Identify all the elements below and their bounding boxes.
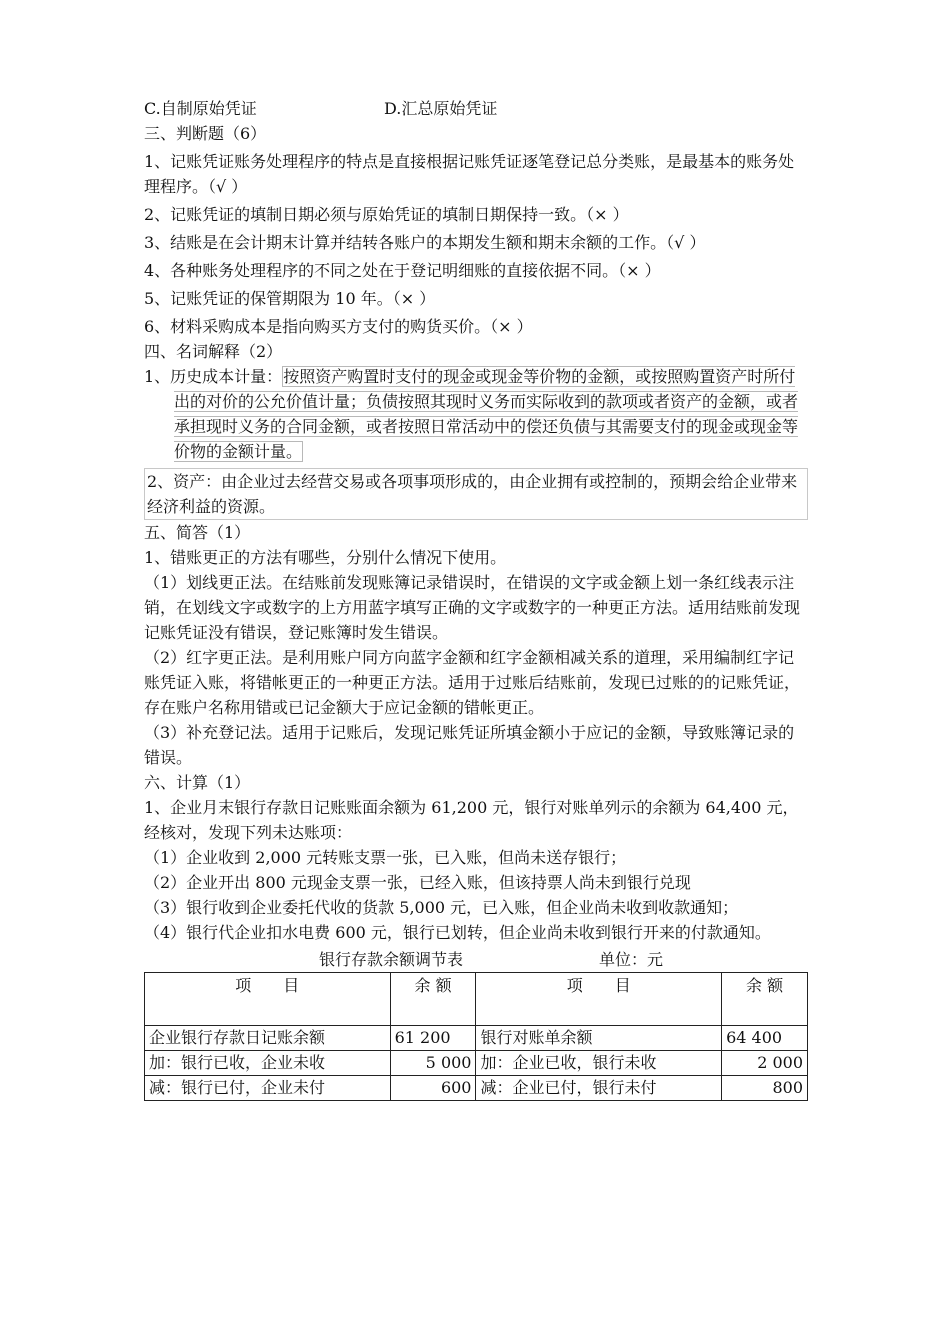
header-cell: 项 目 xyxy=(145,973,391,1026)
judge-item-2: 2、记账凭证的填制日期必须与原始凭证的填制日期保持一致。（× ） xyxy=(144,205,629,224)
table-cell: 银行对账单余额 xyxy=(476,1026,722,1051)
table-cell: 61 200 xyxy=(390,1026,476,1051)
table-row xyxy=(145,1026,808,1051)
table-cell: 加：银行已收，企业未收 xyxy=(145,1051,391,1076)
section6-title: 六、计算（1） xyxy=(144,773,251,792)
table-cell: 5 000 xyxy=(390,1051,476,1076)
table-cell: 企业银行存款日记账余额 xyxy=(145,1026,391,1051)
table-cell: 800 xyxy=(722,1076,808,1101)
table-cell: 减：企业已付，银行未付 xyxy=(476,1076,722,1101)
term-1-label: 1、历史成本计量： xyxy=(144,367,283,386)
document-page xyxy=(144,96,808,1101)
table-cell: 加：企业已收，银行未收 xyxy=(476,1051,722,1076)
calc-item-1: （1）企业收到 2,000 元转账支票一张，已入账，但尚未送存银行； xyxy=(144,848,627,867)
header-cell: 余 额 xyxy=(390,973,476,1026)
table-cell: 64 400 xyxy=(722,1026,808,1051)
header-cell: 项 目 xyxy=(476,973,722,1026)
term-1-text: 按照资产购置时支付的现金或现金等价物的金额，或按照购置资产时所付出的对价的公允价值计量；负债按照其现时义务而实际收到的款项或者资产的金额，或者承担现时义务的合同金额，或者按照日常活动中的偿还负债与其需要支付的现金或现金等价物的金额计量。 xyxy=(174,367,799,461)
table-cell: 减：银行已付，企业未付 xyxy=(145,1076,391,1101)
judge-item-5: 5、记账凭证的保管期限为 10 年。（× ） xyxy=(144,289,436,308)
answer-para-2: （2）红字更正法。是利用账户同方向蓝字金额和红字金额相减关系的道理，采用编制红字记账凭证入账，将错帐更正的一种更正方法。适用于过账后结账前，发现已过账的的记账凭证，存在账户名称用错或已记金额大于应记金额的错帐更正。 xyxy=(144,648,801,717)
judge-item-1: 1、记账凭证账务处理程序的特点是直接根据记账凭证逐笔登记总分类账，是最基本的账务处理程序。（√ ） xyxy=(144,152,795,196)
judge-item-3: 3、结账是在会计期末计算并结转各账户的本期发生额和期末余额的工作。（√ ） xyxy=(144,233,706,252)
answer-para-3: （3）补充登记法。适用于记账后，发现记账凭证所填金额小于应记的金额，导致账簿记录的错误。 xyxy=(144,723,795,767)
table-row xyxy=(145,1076,808,1101)
table-unit: 单位：元 xyxy=(599,950,664,969)
reconciliation-table xyxy=(144,972,808,1101)
section3-title: 三、判断题（6） xyxy=(144,124,267,143)
table-title: 银行存款余额调节表 xyxy=(319,950,464,969)
options-line xyxy=(144,96,808,121)
judge-item-4: 4、各种账务处理程序的不同之处在于登记明细账的直接依据不同。（× ） xyxy=(144,261,661,280)
option-d: D.汇总原始凭证 xyxy=(384,99,498,118)
calc-item-4: （4）银行代企业扣水电费 600 元，银行已划转，但企业尚未收到银行开来的付款通知。 xyxy=(144,923,771,942)
calc-question: 1、企业月末银行存款日记账账面余额为 61,200 元，银行对账单列示的余额为 64,400 元，经核对，发现下列未达账项： xyxy=(144,798,799,842)
table-row xyxy=(145,1051,808,1076)
table-cell: 2 000 xyxy=(722,1051,808,1076)
judge-item-6: 6、材料采购成本是指向购买方支付的购货买价。（× ） xyxy=(144,317,533,336)
table-cell: 600 xyxy=(390,1076,476,1101)
term-2: 2、资产：由企业过去经营交易或各项事项形成的，由企业拥有或控制的，预期会给企业带来经济利益的资源。 xyxy=(144,468,808,520)
table-caption xyxy=(144,947,808,972)
term-1 xyxy=(144,364,808,464)
header-cell: 余 额 xyxy=(722,973,808,1026)
table-header-row xyxy=(145,973,808,1026)
section4-title: 四、名词解释（2） xyxy=(144,342,283,361)
calc-item-2: （2）企业开出 800 元现金支票一张，已经入账，但该持票人尚未到银行兑现 xyxy=(144,873,691,892)
section5-title: 五、简答（1） xyxy=(144,523,251,542)
section5-question: 1、错账更正的方法有哪些，分别什么情况下使用。 xyxy=(144,548,507,567)
calc-item-3: （3）银行收到企业委托代收的货款 5,000 元，已入账，但企业尚未收到收款通知； xyxy=(144,898,739,917)
option-c: C.自制原始凭证 xyxy=(144,99,257,118)
answer-para-1: （1）划线更正法。在结账前发现账簿记录错误时，在错误的文字或金额上划一条红线表示注销，在划线文字或数字的上方用蓝字填写正确的文字或数字的一种更正方法。适用结账前发现记账凭证没有错误，登记账簿时发生错误。 xyxy=(144,573,801,642)
